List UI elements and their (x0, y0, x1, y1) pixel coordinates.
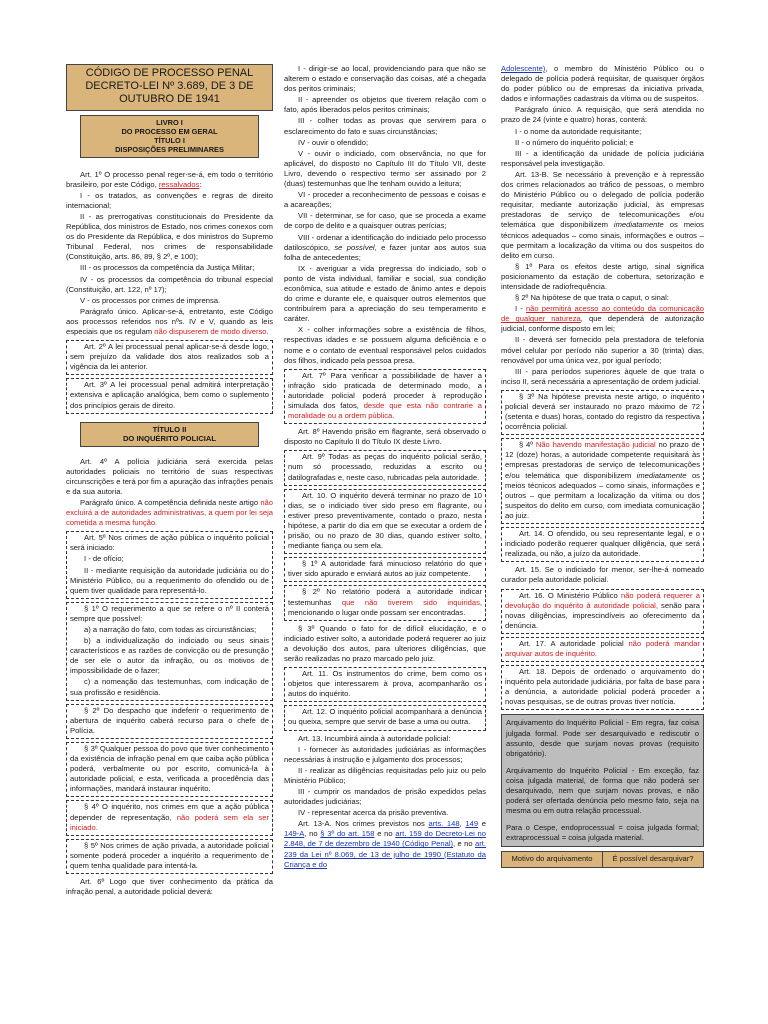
art-10-p1-box: § 1º A autoridade fará minucioso relatório do que tiver sido apurado e enviará autos ao juiz competente. (284, 557, 486, 582)
art-5-p2-box: § 2º Do despacho que indeferir o requerimento de abertura de inquérito caberá recurso para o chefe de Polícia. (66, 704, 273, 739)
link-art-158[interactable]: § 3º do art. 158 (320, 829, 375, 839)
column-1 (66, 64, 273, 898)
art-13-iii: III - cumprir os mandados de prisão expedidos pelas autoridades judiciárias; (284, 787, 486, 807)
art-13b-p4-box: § 4º Não havendo manifestação judicial no prazo de 12 (doze) horas, a autoridade competente requisitará às empresas prestadoras de serviço de telecomunicações e/ou telemática que disponibilizem imediatamente os meios técnicos adequados – como sinais, informações e outros – que permitam a localização da vítima ou dos suspeitos do delito em curso, com imediata comunicação ao juiz. (501, 438, 704, 524)
table-header-desarquivar: É possível desarquivar? (603, 852, 703, 866)
column-2 (284, 64, 486, 871)
book-heading: LIVRO I DO PROCESSO EM GERAL TÍTULO I DISPOSIÇÕES PRELIMINARES (80, 115, 259, 158)
link-art-148[interactable]: arts. 148 (428, 819, 460, 829)
column-3 (501, 64, 704, 868)
art-13a: Art. 13-A. Nos crimes previstos nos arts. 148, 149 e 149-A, no § 3º do art. 158 e no art. 159 do Decreto-Lei no 2.848, de 7 de dezembro de 1940 (Código Penal), e no art. 239 da Lei nº 8.069, de 13 de julho de 1990 (Estatuto da Criança e do (284, 819, 487, 869)
art-5-p1-box: § 1º O requerimento a que se refere o nº II conterá sempre que possível: a) a narração do fato, com todas as circunstâncias; b) a individualização do indiciado ou seus sinais característicos e as razões de convicção ou de presunção de ser ele o autor da infração, ou os motivos de impossibilidade de o fazer; c) a nomeação das testemunhas, com indicação de sua profissão e residência. (66, 602, 273, 701)
art-6-iii: III - colher todas as provas que servirem para o esclarecimento do fato e suas circunstâncias; (284, 116, 486, 136)
art-1-v: V - os processos por crimes de imprensa. (80, 295, 221, 305)
art-6-ii: II - apreender os objetos que tiverem relação com o fato, após liberados pelos peritos criminais; (284, 95, 486, 115)
art-1-ii: II - as prerrogativas constitucionais do Presidente da República, dos ministros de Estado, nos crimes conexos com os do Presidente da República, e dos ministros do Supremo Tribunal Federal, nos crimes de responsabilidade (Constituição, arts. 86, 89, § 2º, e 100); (66, 211, 273, 262)
art-5-p3-box: § 3º Qualquer pessoa do povo que tiver conhecimento da existência de infração penal em que caiba ação pública poderá, verbalmente ou por escrito, comunicá-la à autoridade policial, e esta, verificada a procedência das informações, mandará instaurar inquérito. (66, 742, 273, 797)
title-ii-heading: TÍTULO II DO INQUÉRITO POLICIAL (80, 422, 259, 447)
art-6-viii: VIII - ordenar a identificação do indiciado pelo processo datiloscópico, se possível, e fazer juntar aos autos sua folha de antecedentes; (284, 232, 486, 262)
art-13b-p3-box: § 3º Na hipótese prevista neste artigo, o inquérito policial deverá ser instaurado no prazo máximo de 72 (setenta e duas) horas, contado do registro da respectiva ocorrência policial. (501, 390, 704, 435)
art-13a-ii: II - o número do inquérito policial; e (515, 137, 634, 147)
art-13b-p2-iii: III - para períodos superiores àquele de que trata o inciso II, será necessária a apresentação de ordem judicial. (501, 366, 704, 386)
art-13: Art. 13. Incumbirá ainda à autoridade policial: (298, 733, 451, 743)
link-art-149a[interactable]: 149-A (284, 829, 305, 839)
art-18-box: Art. 18. Depois de ordenado o arquivamento do inquérito pela autoridade judiciária, por falta de base para a denúncia, a autoridade policial poderá proceder a novas pesquisas, se de outras provas tiver notícia. (501, 665, 704, 710)
archiving-table-header (501, 851, 704, 867)
art-14-box: Art. 14. O ofendido, ou seu representante legal, e o indiciado poderão requerer qualquer diligência, que será realizada, ou não, a juízo da autoridade. (501, 527, 704, 562)
art-1-iii: III - os processos da competência da Justiça Militar; (80, 263, 255, 273)
art-13a-cont: Adolescente), o membro do Ministério Público ou o delegado de polícia poderá requisitar, de quaisquer órgãos do poder público ou de empresas da iniciativa privada, dados e informações cadastrais da vítima ou de suspeitos. (501, 64, 704, 104)
art-13a-i: I - o nome da autoridade requisitante; (515, 126, 642, 136)
art-13-ii: II - realizar as diligências requisitadas pelo juiz ou pelo Ministério Público; (284, 765, 486, 785)
art-4: Art. 4º A polícia judiciária será exercida pelas autoridades policiais no território de suas respectivas circunscrições e terá por fim a apuração das infrações penais e da sua autoria. (66, 456, 273, 496)
art-15: Art. 15. Se o indiciado for menor, ser-lhe-á nomeado curador pela autoridade policial. (501, 565, 704, 585)
art-13b: Art. 13-B. Se necessário à prevenção e à repressão dos crimes relacionados ao tráfico de pessoas, o membro do Ministério Público ou o delegado de polícia poderão requisitar, mediante autorização judicial, às empresas prestadoras de serviço de telecomunicações e/ou telemática que disponibilizem imediatamente os meios técnicos adequados – como sinais, informações e outros – que permitam a localização da vítima ou dos suspeitos do delito em curso. (501, 169, 704, 260)
art-6-v: V - ouvir o indiciado, com observância, no que for aplicável, do disposto no Capítulo III do Título VII, deste Livro, devendo o respectivo termo ser assinado por 2 (duas) testemunhas que lhe tenham ouvido a leitura; (284, 148, 486, 189)
art-7-box: Art. 7º Para verificar a possibilidade de haver a infração sido praticada de determinado modo, a autoridade policial poderá proceder à reprodução simulada dos fatos, desde que esta não contrarie a moralidade ou a ordem pública. (284, 369, 486, 424)
art-1: Art. 1º O processo penal reger-se-á, em todo o território brasileiro, por este Código, ressalvados: (66, 169, 273, 189)
art-13a-paragraph: Parágrafo único. A requisição, que será atendida no prazo de 24 (vinte e quatro) horas, conterá: (501, 105, 704, 125)
art-9-box: Art. 9º Todas as peças do inquérito policial serão, num só processado, reduzidas a escrito ou datilografadas e, neste caso, rubricadas pela autoridade. (284, 450, 486, 485)
art-1-iv: IV - os processos da competência do tribunal especial (Constituição, art. 122, nº 17); (66, 274, 273, 294)
art-17-box: Art. 17. A autoridade policial não poderá mandar arquivar autos de inquérito. (501, 637, 704, 662)
art-1-i: I - os tratados, as convenções e regras de direito internacional; (66, 190, 273, 210)
art-13b-p2-i: I - não permitirá acesso ao conteúdo da comunicação de qualquer natureza, que dependerá de autorização judicial, conforme disposto em lei; (501, 304, 704, 334)
art-6-x: X - colher informações sobre a existência de filhos, respectivas idades e se possuem alguma deficiência e o nome e o contato de eventual responsável pelos cuidados dos filhos, indicado pela pessoa presa. (284, 325, 486, 365)
art-3-box: Art. 3º A lei processual penal admitirá interpretação extensiva e aplicação analógica, bem como o suplemento dos princípios gerais de direito. (66, 378, 273, 413)
art-10-p2-box: § 2º No relatório poderá a autoridade indicar testemunhas que não tiverem sido inquiridas, mencionando o lugar onde possam ser encontradas. (284, 585, 486, 620)
art-6-vi: VI - proceder a reconhecimento de pessoas e coisas e a acareações; (284, 190, 486, 210)
archiving-note: Arquivamento do Inquérito Policial - Em regra, faz coisa julgada formal. Pode ser desarquivado e rediscutir o assunto, desde que surjam novas provas (requisito obrigatório). Arquivamento do Inquérito Policial - Em exceção, faz coisa julgada material, de forma que não poderá ser desarquivado, nem que surjam novas provas, e não poderá ser ofertada denúncia pelo mesmo fato, seja na mesma ou em outra relação processual. Para o Cespe, endoprocessual = coisa julgada formal; extraprocessual = coisa julgada material. (501, 714, 704, 847)
art-13b-p2: § 2º Na hipótese de que trata o caput, o sinal: (515, 293, 669, 303)
art-13-i: I - fornecer às autoridades judiciárias as informações necessárias à instrução e julgamento dos processos; (284, 744, 486, 764)
art-12-box: Art. 12. O inquérito policial acompanhará a denúncia ou queixa, sempre que servir de base a uma ou outra. (284, 705, 486, 730)
art-6-iv: IV - ouvir o ofendido; (298, 137, 369, 147)
link-eca[interactable]: Adolescente) (501, 64, 546, 73)
art-10-box: Art. 10. O inquérito deverá terminar no prazo de 10 dias, se o indiciado tiver sido preso em flagrante, ou estiver preso preventivamente, contado o prazo, nesta hipótese, a partir do dia em que se executar a ordem de prisão, ou no prazo de 30 dias, quando estiver solto, mediante fiança ou sem ela. (284, 489, 486, 555)
link-art-149[interactable]: 149 (465, 819, 479, 829)
art-5-box: Art. 5º Nos crimes de ação pública o inquérito policial será iniciado: I - de ofício; II - mediante requisição da autoridade judiciária ou do Ministério Público, ou a requerimento do ofendido ou de quem tiver qualidade para representá-lo. (66, 531, 273, 599)
art-13-iv: IV - representar acerca da prisão preventiva. (298, 808, 449, 818)
art-13b-p2-ii: II - deverá ser fornecido pela prestadora de telefonia móvel celular por período não superior a 30 (trinta) dias, renovável por uma única vez, por igual período; (501, 335, 704, 365)
art-1-paragraph: Parágrafo único. Aplicar-se-á, entretanto, este Código aos processos referidos nos nºs. IV e V, quando as leis especiais que os regulam não dispuserem de modo diverso. (66, 306, 273, 336)
art-6-ix: IX - averiguar a vida pregressa do indiciado, sob o ponto de vista individual, familiar e social, sua condição econômica, sua atitude e estado de ânimo antes e depois do crime e durante ele, e quaisquer outros elementos que contribuírem para a apreciação do seu temperamento e caráter. (284, 263, 486, 324)
link-art-239[interactable]: art. 239 da Lei nº 8.069, de 13 de julho de 1990 (Estatuto da Criança e do (284, 839, 486, 869)
art-4-paragraph: Parágrafo único. A competência definida neste artigo não excluirá a de autoridades administrativas, a quem por lei seja cometida a mesma função. (66, 497, 273, 528)
art-6: Art. 6º Logo que tiver conhecimento da prática da infração penal, a autoridade policial deverá: (66, 876, 273, 897)
art-11-box: Art. 11. Os instrumentos do crime, bem como os objetos que interessarem à prova, acompanharão os autos do inquérito. (284, 667, 486, 702)
art-2-box: Art. 2º A lei processual penal aplicar-se-á desde logo, sem prejuízo da validade dos atos realizados sob a vigência da lei anterior. (66, 340, 273, 375)
art-13a-iii: III - a identificação da unidade de polícia judiciária responsável pela investigação. (501, 148, 704, 168)
art-5-p5-box: § 5º Nos crimes de ação privada, a autoridade policial somente poderá proceder a inquérito a requerimento de quem tenha qualidade para intentá-la. (66, 839, 273, 874)
art-6-vii: VII - determinar, se for caso, que se proceda a exame de corpo de delito e a quaisquer outras perícias; (284, 211, 486, 231)
art-16-box: Art. 16. O Ministério Público não poderá requerer a devolução do inquérito à autoridade policial, senão para novas diligências, imprescindíveis ao oferecimento da denúncia. (501, 589, 704, 634)
art-10-p3: § 3º Quando o fato for de difícil elucidação, e o indiciado estiver solto, a autoridade poderá requerer ao juiz a devolução dos autos, para ulteriores diligências, que serão realizadas no prazo marcado pelo juiz. (284, 623, 486, 663)
link-art-159[interactable]: art. 159 do Decreto-Lei no 2.848, de 7 de dezembro de 1940 (Código Penal) (284, 829, 487, 849)
art-6-i: I - dirigir-se ao local, providenciando para que não se alterem o estado e conservação das coisas, até a chegada dos peritos criminais; (284, 64, 486, 94)
art-13b-p1: § 1º Para os efeitos deste artigo, sinal significa posicionamento da estação de cobertura, setorização e intensidade de radiofrequência. (501, 261, 704, 291)
document-title: CÓDIGO DE PROCESSO PENAL DECRETO-LEI Nº 3.689, DE 3 DE OUTUBRO DE 1941 (66, 64, 273, 111)
table-header-motivo: Motivo do arquivamento (502, 852, 603, 866)
art-8: Art. 8º Havendo prisão em flagrante, será observado o disposto no Capítulo II do Título IX deste Livro. (284, 427, 486, 447)
art-5-p4-box: § 4º O inquérito, nos crimes em que a ação pública depender de representação, não poderá sem ela ser iniciado. (66, 800, 273, 835)
